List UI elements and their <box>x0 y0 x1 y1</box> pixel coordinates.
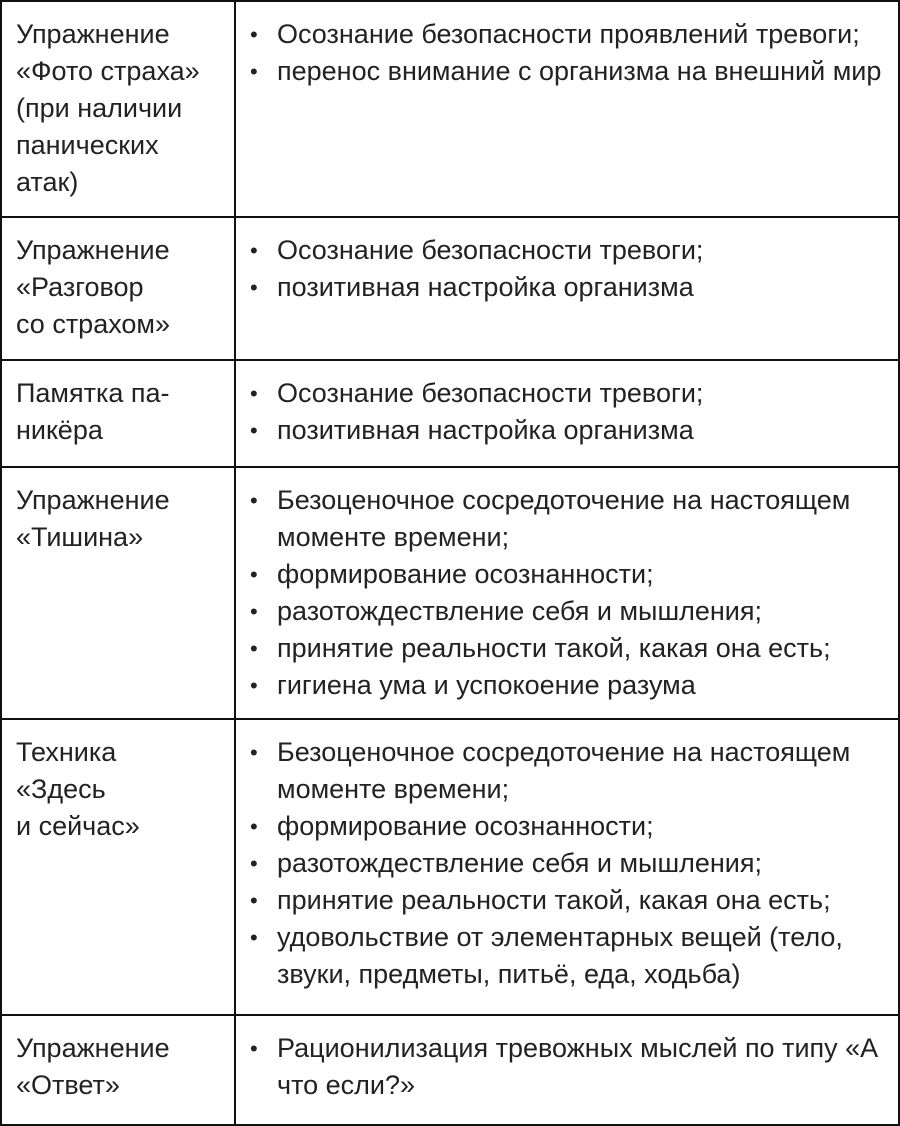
exercise-name: Техника «Здесь и сейчас» <box>16 737 140 841</box>
effects-list <box>250 1030 884 1104</box>
list-item: • Осознание безопасности тревоги; <box>250 375 884 412</box>
list-item: • перенос внимание с организма на внешний мир <box>250 53 884 90</box>
list-item: • гигиена ума и успокоение разума <box>250 667 884 704</box>
list-item: • позитивная настройка организма <box>250 412 884 449</box>
effects-list <box>250 16 884 90</box>
list-item: • разотождествление себя и мышления; <box>250 845 884 882</box>
exercise-name: Памятка па- никёра <box>16 378 170 445</box>
table-row <box>1 217 899 360</box>
exercise-name: Упражнение «Разговор со страхом» <box>16 235 171 339</box>
table-row <box>1 360 899 467</box>
list-item: • Безоценочное сосредоточение на настоящем моменте времени; <box>250 734 884 808</box>
list-item: • разотождествление себя и мышления; <box>250 593 884 630</box>
exercise-name-cell <box>1 217 235 360</box>
list-item: • удовольствие от элементарных вещей (тело, звуки, предметы, питьё, еда, ходьба) <box>250 919 884 993</box>
list-item: • принятие реальности такой, какая она есть; <box>250 882 884 919</box>
effects-list <box>250 734 884 993</box>
table-row <box>1 467 899 719</box>
exercise-name: Упражнение «Фото страха» (при наличии панических атак) <box>16 19 200 197</box>
exercise-name-cell <box>1 360 235 467</box>
exercise-name: Упражнение «Тишина» <box>16 485 170 552</box>
exercise-name-cell <box>1 1 235 217</box>
list-item: • формирование осознанности; <box>250 808 884 845</box>
effects-list <box>250 232 884 306</box>
list-item: • принятие реальности такой, какая она есть; <box>250 630 884 667</box>
exercise-effects-cell <box>235 1 899 217</box>
exercise-effects-cell <box>235 1015 899 1125</box>
list-item: • позитивная настройка организма <box>250 269 884 306</box>
exercise-name: Упражнение «Ответ» <box>16 1033 170 1100</box>
exercise-effects-cell <box>235 719 899 1015</box>
table-row <box>1 1 899 217</box>
table-row <box>1 719 899 1015</box>
exercise-effects-cell <box>235 360 899 467</box>
exercise-effects-cell <box>235 467 899 719</box>
list-item: • Осознание безопасности тревоги; <box>250 232 884 269</box>
effects-list <box>250 482 884 704</box>
list-item: • формирование осознанности; <box>250 556 884 593</box>
effects-list <box>250 375 884 449</box>
exercise-name-cell <box>1 467 235 719</box>
exercise-name-cell <box>1 1015 235 1125</box>
list-item: • Безоценочное сосредоточение на настоящем моменте времени; <box>250 482 884 556</box>
table-row <box>1 1015 899 1125</box>
exercise-name-cell <box>1 719 235 1015</box>
exercise-effects-cell <box>235 217 899 360</box>
list-item: • Рационилизация тревожных мыслей по типу «А что если?» <box>250 1030 884 1104</box>
list-item: • Осознание безопасности проявлений тревоги; <box>250 16 884 53</box>
